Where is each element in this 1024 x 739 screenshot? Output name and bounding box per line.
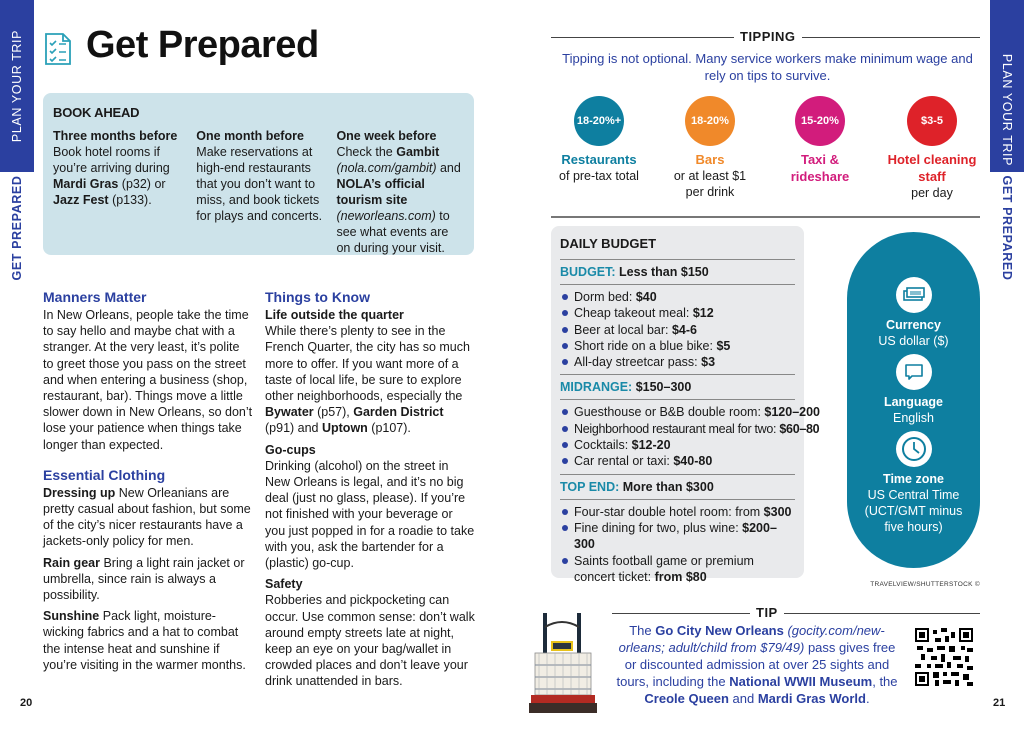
- text: Pack light, moisture-wicking fabrics and a hat to combat the intense heat and sunshine if you’re visiting in the warmer months.: [43, 609, 246, 672]
- tip-amount-badge: $3-5: [907, 96, 957, 146]
- info-label: Language: [883, 395, 944, 409]
- item-text: Cheap takeout meal:: [574, 306, 693, 321]
- safety-text: Robberies and pickpocketing can occur. Use common sense: don’t walk around empty streets late at night, keep an eye on your bag/wallet in crowded places and don’t leave your drink unattended in bars.: [265, 593, 475, 689]
- price: $12-20: [631, 438, 671, 453]
- item-text: Beer at local bar:: [574, 322, 672, 337]
- tier-midrange: [560, 375, 795, 400]
- list-item: [560, 354, 795, 370]
- event-name: Jazz Fest: [53, 193, 109, 207]
- tipping-intro: Tipping is not optional. Many service workers make minimum wage and rely on tips to survive.: [562, 51, 973, 83]
- event-name: Mardi Gras: [53, 177, 119, 191]
- item-text: Four-star double hotel room: from: [574, 504, 764, 519]
- gocups-text: Drinking (alcohol) on the street in New Orleans is legal, and it’s no big deal (just no glass, please). If you’re not finished with your beverage or you just popped in for a roadie to take with you, ask the bartender for a (plastic) go-cup.: [265, 458, 475, 571]
- attraction: National WWII Museum: [729, 674, 873, 689]
- chapter-label-left: GET PREPARED: [10, 175, 24, 281]
- price: $120–200: [764, 405, 821, 420]
- item-text: Car rental or taxi:: [574, 454, 674, 469]
- text: pass gives free or discounted admission at over 25 sights and tours, including the: [616, 640, 896, 689]
- safety-subhead: Safety: [265, 577, 303, 592]
- info-value: US Central Time (UCT/GMT minus five hours): [864, 488, 963, 534]
- tier-label: MIDRANGE:: [560, 380, 633, 395]
- price: $200–300: [574, 520, 777, 552]
- tip-name: Bars: [695, 152, 725, 167]
- price: from $80: [654, 569, 707, 584]
- list-item: [560, 520, 795, 553]
- item-text: Short ride on a blue bike:: [574, 338, 717, 353]
- top-end-list: [560, 500, 795, 589]
- text: The: [629, 623, 656, 638]
- text: (p91) and: [265, 421, 322, 436]
- text: .: [865, 691, 870, 706]
- book-ahead-col-3: [336, 128, 464, 256]
- item-text: Dorm bed:: [574, 290, 636, 304]
- book-ahead-col-1: [53, 128, 188, 256]
- place: Garden District: [353, 405, 444, 420]
- col-heading: One month before: [196, 129, 304, 143]
- tip-desc: or at least $1 per drink: [673, 169, 747, 199]
- tier-budget: [560, 260, 795, 285]
- tier-label: TOP END:: [560, 479, 620, 494]
- tier-range: $150–300: [635, 380, 692, 395]
- price: $40: [635, 290, 657, 304]
- term: Dressing up: [43, 485, 116, 500]
- term: Sunshine: [43, 609, 100, 624]
- price: $12: [692, 306, 714, 321]
- gocups-subhead: Go-cups: [265, 442, 316, 457]
- clothing-item: [43, 485, 253, 550]
- riverboat-image: [527, 607, 599, 719]
- text: (p32) or: [118, 177, 166, 191]
- item-text: Saints football game or premium concert ticket:: [574, 553, 754, 584]
- info-currency: [847, 277, 980, 349]
- list-item: [560, 289, 795, 305]
- info-value: English: [893, 411, 934, 425]
- photo-credit: TRAVELVIEW/SHUTTERSTOCK ©: [870, 581, 980, 588]
- site-name: NOLA’s official tourism site: [336, 177, 425, 207]
- tipping-heading: TIPPING: [734, 29, 802, 44]
- manners-heading: Manners Matter: [43, 289, 147, 305]
- text: and: [436, 161, 461, 175]
- item-text: All-day streetcar pass:: [574, 355, 702, 370]
- attraction: Creole Queen: [644, 691, 729, 706]
- list-item: [560, 437, 795, 453]
- things-heading: Things to Know: [265, 289, 370, 305]
- currency-icon: [896, 277, 932, 313]
- book-ahead-box: [43, 93, 474, 255]
- tier-top-end: [560, 475, 795, 500]
- price: $3: [701, 355, 716, 370]
- left-column: [43, 289, 253, 678]
- text: (p57),: [313, 405, 354, 420]
- tip-text: [612, 622, 902, 707]
- place: Uptown: [321, 421, 368, 436]
- list-item: [560, 504, 795, 520]
- tipping-bottom-rule: [551, 216, 980, 218]
- info-language: [847, 354, 980, 426]
- price: $4-6: [671, 322, 697, 337]
- tier-range: More than $300: [622, 479, 714, 494]
- tip-name: Taxi & rideshare: [790, 152, 850, 184]
- life-text: [265, 323, 475, 436]
- item-text: Cocktails:: [574, 438, 632, 453]
- page-title: Get Prepared: [86, 24, 319, 66]
- publication-name: Gambit: [396, 145, 440, 159]
- budget-list: [560, 285, 795, 375]
- daily-budget-box: [551, 226, 821, 584]
- text: to see what events are on during your visit.: [336, 209, 450, 255]
- tip-desc: per day: [911, 186, 953, 200]
- pass-details: (gocity.com/new-orleans; adult/child from $79/49): [618, 623, 885, 655]
- text: Bring a light rain jacket or umbrella, since rain is always a possibility.: [43, 555, 245, 603]
- info-time-zone: [847, 431, 980, 535]
- section-label-left: PLAN YOUR TRIP: [10, 29, 24, 143]
- clothing-heading: Essential Clothing: [43, 466, 166, 483]
- section-label-right: PLAN YOUR TRIP: [1000, 53, 1014, 167]
- manners-text: In New Orleans, people take the time to say hello and maybe chat with a stranger. At the very least, it’s polite to greet those you pass on the street and when entering a business (shop, restaurant, bar). Things move a little slower down in New Orleans, so don’t lose your patience when things take longer than expected.: [43, 308, 253, 452]
- qr-code-icon[interactable]: [915, 628, 973, 686]
- tip-desc: of pre-tax total: [559, 169, 639, 183]
- text: New Orleanians are pretty casual about fashion, but some of the city’s nicer restaurants have a jackets-only policy for men.: [43, 485, 251, 549]
- tip-hotel: [877, 96, 987, 201]
- tip-amount-badge: 15-20%: [795, 96, 845, 146]
- list-item: [560, 305, 795, 321]
- page-number-right: 21: [993, 697, 1006, 709]
- midrange-list: [560, 400, 821, 474]
- item-text: Neighborhood restaurant meal for two:: [574, 421, 780, 436]
- page-number-left: 20: [20, 697, 33, 709]
- tip-name: Restaurants: [561, 152, 637, 167]
- list-item: [560, 322, 795, 338]
- price: $5: [716, 338, 731, 353]
- tip-restaurants: [544, 96, 654, 184]
- text: Make reservations at high-end restaurants that you don’t want to miss, and book tickets for plays and concerts.: [196, 145, 323, 223]
- tip-bars: [655, 96, 765, 200]
- item-text: Guesthouse or B&B double room:: [574, 405, 765, 420]
- text: and: [728, 691, 758, 706]
- checklist-icon: [44, 32, 72, 66]
- price: $40-80: [673, 454, 713, 469]
- book-ahead-heading: BOOK AHEAD: [53, 105, 140, 120]
- tip-name: Hotel cleaning staff: [887, 152, 977, 184]
- info-value: US dollar ($): [878, 334, 949, 348]
- item-text: Fine dining for two, plus wine:: [574, 520, 743, 535]
- price: $300: [763, 504, 792, 519]
- info-label: Time zone: [883, 472, 944, 486]
- speech-bubble-icon: [896, 354, 932, 390]
- text: (p133).: [108, 193, 152, 207]
- tip-amount-badge: 18-20%+: [574, 96, 624, 146]
- website: (nola.com/gambit): [336, 161, 437, 175]
- col-heading: One week before: [336, 129, 437, 143]
- text: , the: [872, 674, 898, 689]
- list-item: [560, 338, 795, 354]
- clothing-item: [43, 608, 253, 673]
- tier-range: Less than $150: [619, 265, 709, 279]
- text: Book hotel rooms if you’re arriving during: [53, 145, 170, 175]
- book-ahead-col-2: [196, 128, 334, 256]
- website: (neworleans.com): [336, 209, 436, 223]
- info-label: Currency: [886, 318, 941, 332]
- tip-taxi: [765, 96, 875, 185]
- place: Bywater: [265, 405, 314, 420]
- tip-rule: [612, 613, 980, 614]
- col-heading: Three months before: [53, 129, 178, 143]
- list-item: [560, 553, 795, 586]
- list-item: [560, 421, 820, 437]
- middle-column: [265, 289, 475, 695]
- life-subhead: Life outside the quarter: [265, 308, 404, 322]
- text: (p107).: [367, 421, 411, 436]
- list-item: [560, 453, 795, 469]
- clock-icon: [896, 431, 932, 467]
- tip-heading: TIP: [750, 605, 784, 620]
- text: While there’s plenty to see in the French Quarter, the city has so much more to offer. If you want more of a taste of local life, be sure to explore other neighborhoods, especially the: [265, 324, 470, 404]
- tip-amount-badge: 18-20%: [685, 96, 735, 146]
- attraction: Mardi Gras World: [757, 691, 866, 706]
- tier-label: BUDGET:: [560, 265, 616, 279]
- budget-heading: DAILY BUDGET: [560, 236, 795, 260]
- clothing-item: [43, 555, 253, 604]
- text: Check the: [336, 145, 397, 159]
- chapter-label-right: GET PREPARED: [1000, 175, 1014, 281]
- pass-name: Go City New Orleans: [655, 623, 784, 638]
- list-item: [560, 404, 821, 420]
- price: $60–80: [779, 421, 820, 436]
- quick-info-panel: [847, 232, 980, 568]
- term: Rain gear: [43, 555, 100, 570]
